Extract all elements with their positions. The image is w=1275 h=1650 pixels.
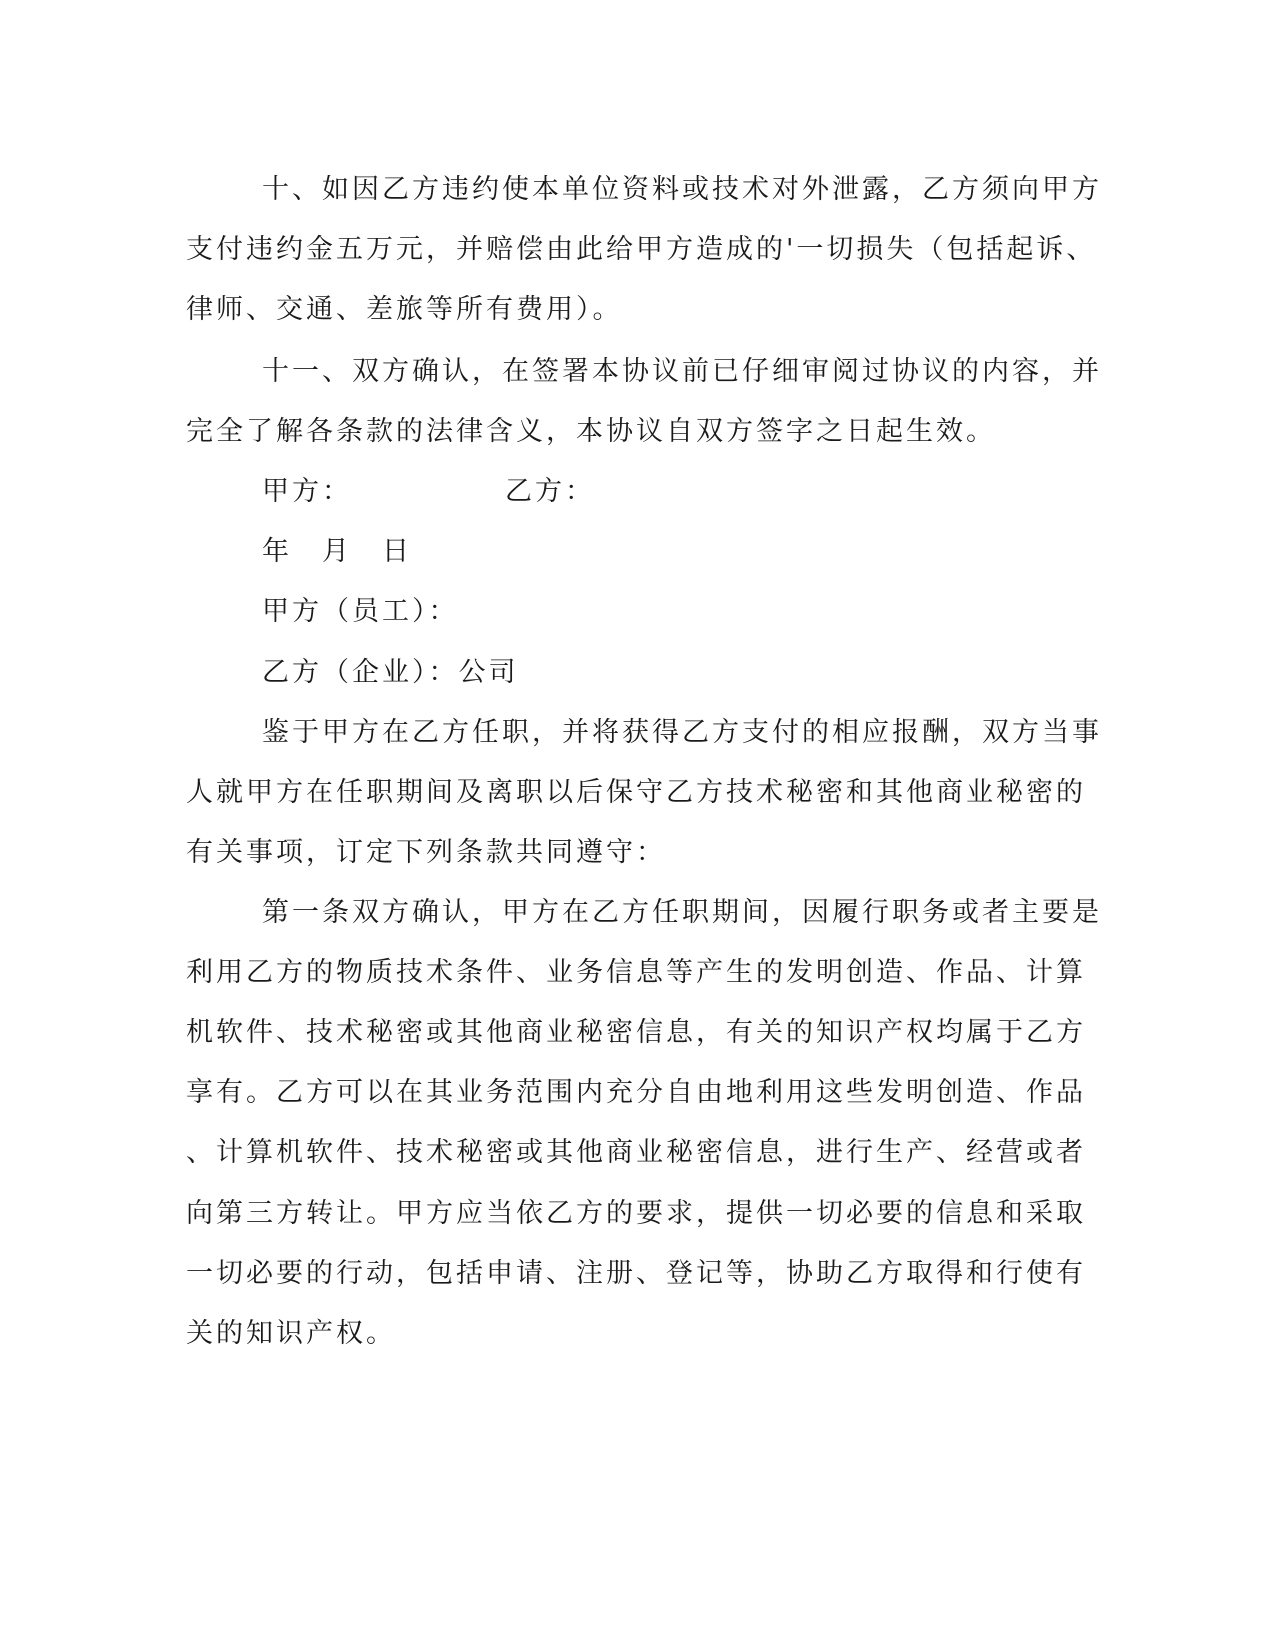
clause-10-line-2: 支付违约金五万元，并赔偿由此给甲方造成的'一切损失（包括起诉、 [186, 234, 1097, 265]
signature-date: 年 月 日 [262, 536, 412, 567]
preamble-line-3: 有关事项，订定下列条款共同遵守： [186, 837, 666, 868]
article-1-line-5: 、计算机软件、技术秘密或其他商业秘密信息，进行生产、经营或者 [186, 1137, 1086, 1168]
party-b-signature-label: 乙方： [505, 476, 595, 507]
article-1-line-7: 一切必要的行动，包括申请、注册、登记等，协助乙方取得和行使有 [186, 1258, 1086, 1289]
article-1-line-1: 第一条双方确认，甲方在乙方任职期间，因履行职务或者主要是 [262, 897, 1102, 928]
article-1-line-4: 享有。乙方可以在其业务范围内充分自由地利用这些发明创造、作品 [186, 1077, 1086, 1108]
party-a-signature-label: 甲方： [262, 476, 352, 507]
party-company-label: 乙方（企业）：公司 [262, 657, 519, 688]
clause-11-line-1: 十一、双方确认，在签署本协议前已仔细审阅过协议的内容，并 [262, 356, 1102, 387]
clause-10-line-1: 十、如因乙方违约使本单位资料或技术对外泄露，乙方须向甲方 [262, 174, 1102, 205]
article-1-line-8: 关的知识产权。 [186, 1318, 396, 1349]
preamble-line-1: 鉴于甲方在乙方任职，并将获得乙方支付的相应报酬，双方当事 [262, 717, 1102, 748]
article-1-line-6: 向第三方转让。甲方应当依乙方的要求，提供一切必要的信息和采取 [186, 1198, 1086, 1229]
clause-10-line-3: 律师、交通、差旅等所有费用）。 [186, 294, 623, 325]
article-1-line-3: 机软件、技术秘密或其他商业秘密信息，有关的知识产权均属于乙方 [186, 1017, 1086, 1048]
party-employee-label: 甲方（员工）： [262, 596, 459, 627]
preamble-line-2: 人就甲方在任职期间及离职以后保守乙方技术秘密和其他商业秘密的 [186, 777, 1086, 808]
clause-11-line-2: 完全了解各条款的法律含义，本协议自双方签字之日起生效。 [186, 416, 996, 447]
article-1-line-2: 利用乙方的物质技术条件、业务信息等产生的发明创造、作品、计算 [186, 957, 1086, 988]
